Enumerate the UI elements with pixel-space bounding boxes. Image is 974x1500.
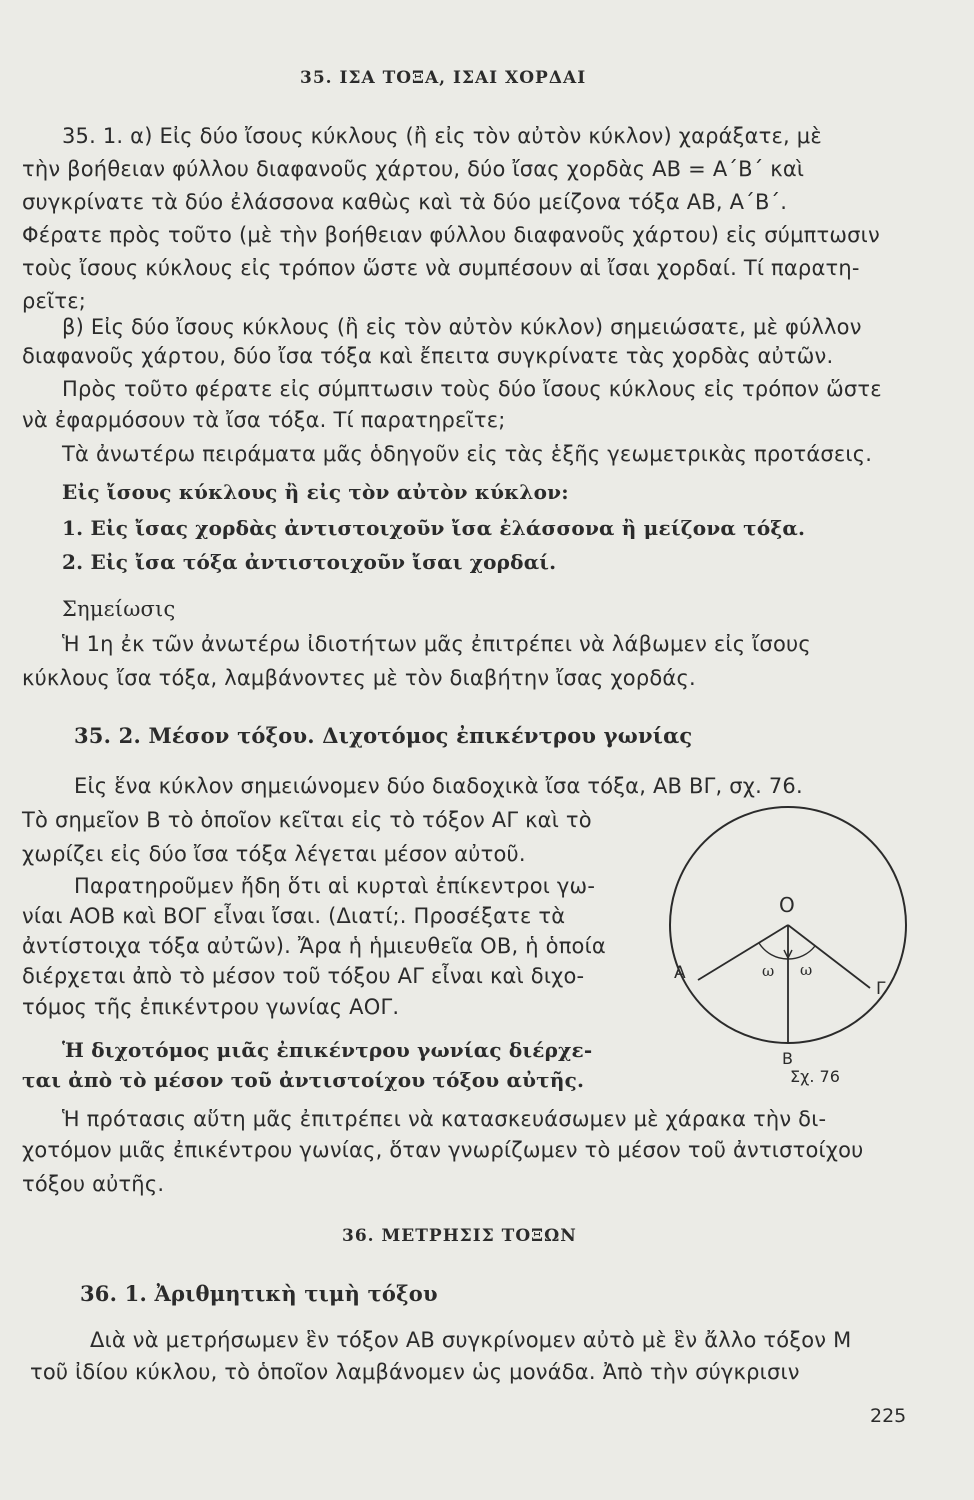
- subsection-36-1-heading: 36. 1. Ἀριθμητικὴ τιμὴ τόξου: [80, 1281, 438, 1306]
- label-omega-left: ω: [762, 962, 775, 980]
- paragraph-line: Διὰ νὰ μετρήσωμεν ἓν τόξον ΑΒ συγκρίνομεν αὐτὸ μὲ ἓν ἄλλο τόξον Μ: [90, 1328, 852, 1352]
- paragraph-line: Τὸ σημεῖον Β τὸ ὁποῖον κεῖται εἰς τὸ τόξον ΑΓ καὶ τὸ: [22, 808, 592, 832]
- bisector-proposition-line: Ἡ διχοτόμος μιᾶς ἐπικέντρου γωνίας διέρχε-: [62, 1038, 593, 1062]
- section-35-title: 35. ΙΣΑ ΤΟΞΑ, ΙΣΑΙ ΧΟΡΔΑΙ: [300, 68, 587, 88]
- subsection-35-2-heading: 35. 2. Μέσον τόξου. Διχοτόμος ἐπικέντρου γωνίας: [74, 723, 693, 748]
- angle-arc-left: [759, 943, 788, 959]
- section-36-title: 36. ΜΕΤΡΗΣΙΣ ΤΟΞΩΝ: [342, 1226, 577, 1246]
- paragraph-line: ρεῖτε;: [22, 289, 87, 313]
- label-b: Β: [782, 1049, 793, 1068]
- closing-line: Ἡ πρότασις αὕτη μᾶς ἐπιτρέπει νὰ κατασκευάσωμεν μὲ χάρακα τὴν δι-: [62, 1107, 827, 1131]
- figure-76: [660, 800, 920, 1090]
- note-line: Ἡ 1η ἐκ τῶν ἀνωτέρω ἰδιοτήτων μᾶς ἐπιτρέπει νὰ λάβωμεν εἰς ἴσους: [62, 632, 811, 656]
- note-line: κύκλους ἴσα τόξα, λαμβάνοντες μὲ τὸν διαβήτην ἴσας χορδάς.: [22, 666, 696, 690]
- paragraph-line: 35. 1. α) Εἰς δύο ἴσους κύκλους (ἢ εἰς τὸν αὐτὸν κύκλον) χαράξατε, μὲ: [62, 124, 822, 148]
- paragraph-line: Παρατηροῦμεν ἤδη ὅτι αἱ κυρταὶ ἐπίκεντροι γω-: [74, 874, 596, 898]
- label-g: Γ: [876, 979, 886, 999]
- paragraph-line: διαφανοῦς χάρτου, δύο ἴσα τόξα καὶ ἔπειτα συγκρίνατε τὰς χορδὰς αὐτῶν.: [22, 344, 834, 368]
- paragraph-line: β) Εἰς δύο ἴσους κύκλους (ἢ εἰς τὸν αὐτὸν κύκλον) σημειώσατε, μὲ φύλλον: [62, 315, 862, 339]
- paragraph-line: διέρχεται ἀπὸ τὸ μέσον τοῦ τόξου ΑΓ εἶναι καὶ διχο-: [22, 964, 585, 988]
- angle-arc-right: [788, 946, 815, 959]
- figure-caption: Σχ. 76: [790, 1067, 840, 1086]
- paragraph-line: νίαι ΑΟΒ καὶ ΒΟΓ εἶναι ἴσαι. (Διατί;. Προσέξατε τὰ: [22, 904, 566, 928]
- paragraph-line: Πρὸς τοῦτο φέρατε εἰς σύμπτωσιν τοὺς δύο ἴσους κύκλους εἰς τρόπον ὥστε: [62, 377, 882, 401]
- label-o: O: [779, 893, 795, 917]
- paragraph-line: συγκρίνατε τὰ δύο ἐλάσσονα καθὼς καὶ τὰ δύο μείζονα τόξα ΑΒ, Α΄Β΄.: [22, 190, 788, 214]
- proposition-2: 2. Εἰς ἴσα τόξα ἀντιστοιχοῦν ἴσαι χορδαί.: [62, 550, 557, 574]
- figure-76-diagram: [660, 800, 920, 1090]
- note-heading: Σημείωσις: [62, 597, 176, 621]
- proposition-intro: Εἰς ἴσους κύκλους ἢ εἰς τὸν αὐτὸν κύκλον:: [62, 480, 569, 504]
- closing-line: χοτόμον μιᾶς ἐπικέντρου γωνίας, ὅταν γνωρίζωμεν τὸ μέσον τοῦ ἀντιστοίχου: [22, 1138, 864, 1162]
- paragraph-line: τοὺς ἴσους κύκλους εἰς τρόπον ὥστε νὰ συμπέσουν αἱ ἴσαι χορδαί. Τί παρατη-: [22, 256, 860, 280]
- label-a: Α: [674, 963, 686, 983]
- page-number: 225: [870, 1405, 907, 1427]
- closing-line: τόξου αὐτῆς.: [22, 1172, 165, 1196]
- paragraph-line: Τὰ ἀνωτέρω πειράματα μᾶς ὁδηγοῦν εἰς τὰς ἑξῆς γεωμετρικὰς προτάσεις.: [62, 442, 873, 466]
- paragraph-line: τοῦ ἰδίου κύκλου, τὸ ὁποῖον λαμβάνομεν ὡς μονάδα. Ἀπὸ τὴν σύγκρισιν: [30, 1360, 800, 1384]
- paragraph-line: νὰ ἐφαρμόσουν τὰ ἴσα τόξα. Τί παρατηρεῖτε;: [22, 408, 506, 432]
- bisector-proposition-line: ται ἀπὸ τὸ μέσον τοῦ ἀντιστοίχου τόξου αὐτῆς.: [22, 1068, 585, 1092]
- paragraph-line: τόμος τῆς ἐπικέντρου γωνίας ΑΟΓ.: [22, 995, 400, 1019]
- paragraph-line: χωρίζει εἰς δύο ἴσα τόξα λέγεται μέσον αὐτοῦ.: [22, 842, 526, 866]
- paragraph-line: Εἰς ἕνα κύκλον σημειώνομεν δύο διαδοχικὰ ἴσα τόξα, ΑΒ ΒΓ, σχ. 76.: [74, 774, 803, 798]
- paragraph-line: τὴν βοήθειαν φύλλου διαφανοῦς χάρτου, δύο ἴσας χορδὰς ΑΒ = Α΄Β΄ καὶ: [22, 157, 805, 181]
- proposition-1: 1. Εἰς ἴσας χορδὰς ἀντιστοιχοῦν ἴσα ἐλάσσονα ἢ μείζονα τόξα.: [62, 516, 806, 540]
- paragraph-line: Φέρατε πρὸς τοῦτο (μὲ τὴν βοήθειαν φύλλου διαφανοῦς χάρτου) εἰς σύμπτωσιν: [22, 223, 880, 247]
- label-omega-right: ω: [800, 961, 813, 979]
- ray-oa: [698, 925, 788, 980]
- paragraph-line: ἀντίστοιχα τόξα αὐτῶν). Ἄρα ἡ ἡμιευθεῖα ΟΒ, ἡ ὁποία: [22, 934, 606, 958]
